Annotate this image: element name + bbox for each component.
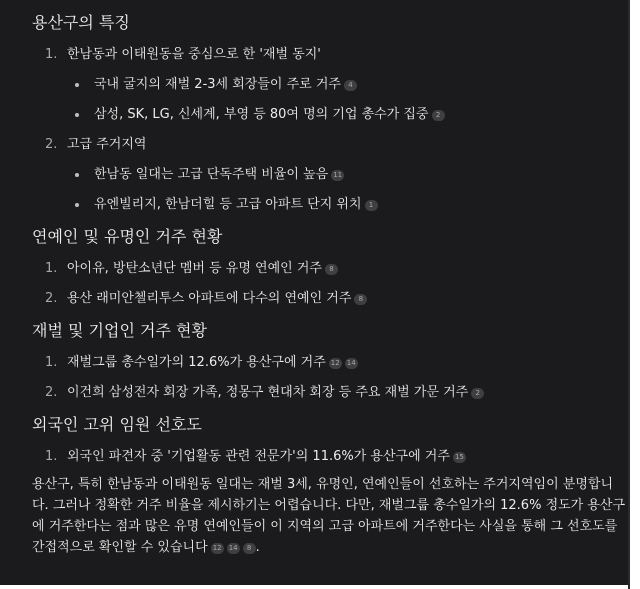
bullet-item xyxy=(34,106,618,124)
numbered-list xyxy=(34,448,618,466)
bullet-text: 유엔빌리지, 한남더힐 등 고급 아파트 단지 위치 xyxy=(94,197,362,212)
item-number: 1. xyxy=(45,449,58,464)
numbered-item xyxy=(34,260,618,278)
scroll-edge xyxy=(628,0,630,589)
item-text: 외국인 파견자 중 '기업활동 관련 전문가'의 11.6%가 용산구에 거주 xyxy=(67,449,450,464)
bullet-text: 국내 굴지의 재벌 2-3세 회장들이 주로 거주 xyxy=(94,77,341,92)
citation-badge[interactable]: 8 xyxy=(243,543,256,554)
section-heading: 재벌 및 기업인 거주 현황 xyxy=(32,321,207,340)
citation-badge[interactable]: 4 xyxy=(344,80,357,91)
citation-badge[interactable]: 8 xyxy=(325,264,338,275)
summary-period: . xyxy=(255,540,260,555)
citation-badge[interactable]: 15 xyxy=(453,452,466,463)
item-text: 한남동과 이태원동을 중심으로 한 '재벌 동지' xyxy=(67,47,321,62)
bullet-item xyxy=(34,76,618,94)
item-number: 1. xyxy=(45,261,58,276)
numbered-list xyxy=(34,354,618,402)
section xyxy=(34,12,618,214)
bullet-text: 삼성, SK, LG, 신세계, 부영 등 80여 명의 기업 총수가 집중 xyxy=(94,107,429,122)
item-text: 아이유, 방탄소년단 멤버 등 유명 연예인 거주 xyxy=(67,261,322,276)
item-text: 용산 래미안첼리투스 아파트에 다수의 연예인 거주 xyxy=(67,291,352,306)
citation-badge[interactable]: 14 xyxy=(345,358,358,369)
item-number: 1. xyxy=(45,47,58,62)
numbered-item xyxy=(34,354,618,372)
bullet-dot xyxy=(75,203,79,207)
item-number: 1. xyxy=(45,355,58,370)
bullet-dot xyxy=(75,173,79,177)
section-heading: 연예인 및 유명인 거주 현황 xyxy=(32,227,223,246)
section xyxy=(34,226,618,308)
citation-badge[interactable]: 12 xyxy=(329,358,342,369)
bullet-list xyxy=(34,76,618,124)
numbered-item xyxy=(34,46,618,64)
citation-badge[interactable]: 12 xyxy=(211,543,224,554)
section xyxy=(34,320,618,402)
bullet-item xyxy=(34,196,618,214)
numbered-item xyxy=(34,136,618,154)
citation-badge[interactable]: 11 xyxy=(331,170,344,181)
bullet-dot xyxy=(75,83,79,87)
section xyxy=(34,414,618,466)
citation-badge[interactable]: 1 xyxy=(365,200,378,211)
numbered-item xyxy=(34,384,618,402)
numbered-list xyxy=(34,46,618,214)
summary-text: 용산구, 특히 한남동과 이태원동 일대는 재벌 3세, 유명인, 연예인들이 선호하는 주거지역임이 분명합니다. 그러나 정확한 거주 비율을 제시하기는 어렵습니다. 다만, 재벌그룹 총수일가의 12.6% 정도가 용산구에 거주한다는 점과 많은 유명 연예인들이 이 지역의 고급 아파트에 거주한다는 사실을 통해 그 선호도를 간접적으로 확인할 수 있습니다 xyxy=(32,477,626,555)
bullet-item xyxy=(34,166,618,184)
item-number: 2. xyxy=(45,385,58,400)
numbered-item xyxy=(34,290,618,308)
item-number: 2. xyxy=(45,137,58,152)
bullet-dot xyxy=(75,113,79,117)
section-heading: 용산구의 특징 xyxy=(32,13,130,32)
section-heading: 외국인 고위 임원 선호도 xyxy=(32,415,202,434)
item-number: 2. xyxy=(45,291,58,306)
bullet-list xyxy=(34,166,618,214)
summary-paragraph xyxy=(32,474,626,558)
item-text: 이건희 삼성전자 회장 가족, 정몽구 현대차 회장 등 주요 재벌 가문 거주 xyxy=(67,385,469,400)
citation-badge[interactable]: 8 xyxy=(354,294,367,305)
item-text: 재벌그룹 총수일가의 12.6%가 용산구에 거주 xyxy=(67,355,326,370)
item-text: 고급 주거지역 xyxy=(67,137,147,152)
citation-badge[interactable]: 2 xyxy=(471,388,484,399)
numbered-item xyxy=(34,448,618,466)
citation-badge[interactable]: 14 xyxy=(227,543,240,554)
bullet-text: 한남동 일대는 고급 단독주택 비율이 높음 xyxy=(94,167,329,182)
numbered-list xyxy=(34,260,618,308)
citation-badge[interactable]: 2 xyxy=(432,110,445,121)
